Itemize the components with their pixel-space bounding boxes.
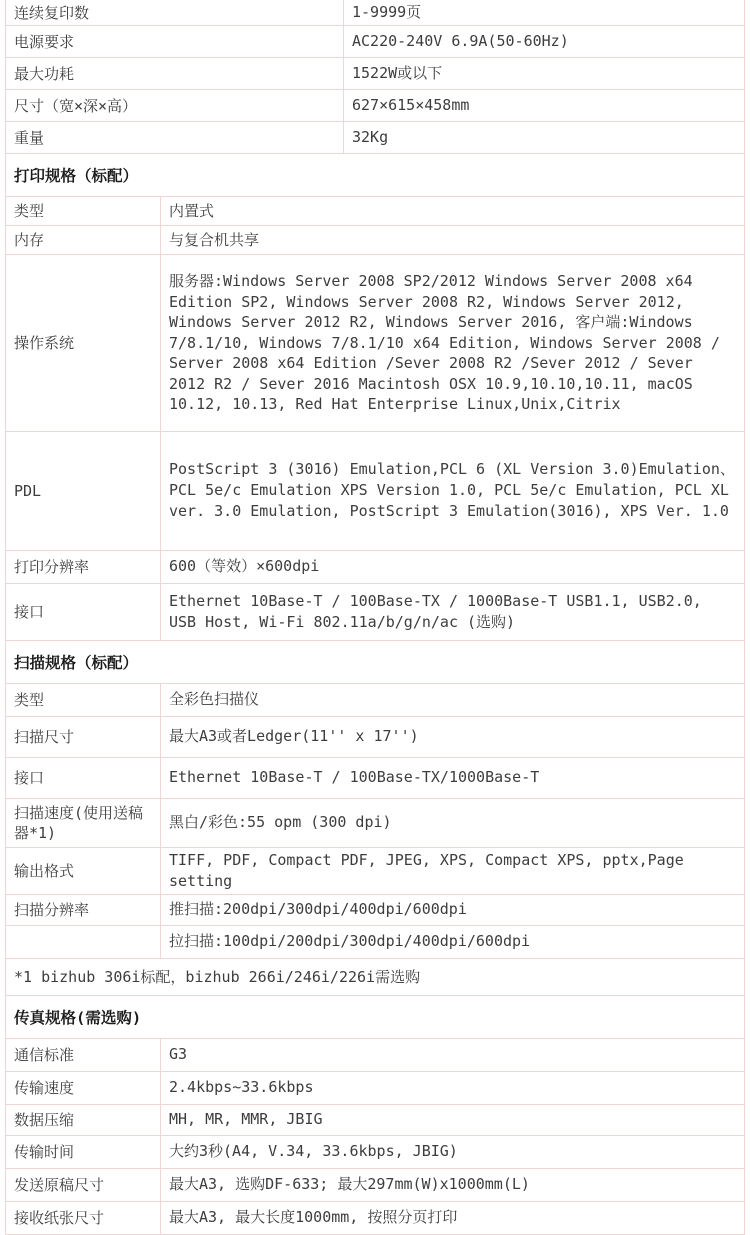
spec-label: 连续复印数 <box>6 0 344 25</box>
spec-value: PostScript 3 (3016) Emulation,PCL 6 (XL Version 3.0)Emulation、 PCL 5e/c Emulation XPS Version 1.0, PCL 5e/c Emulation, PCL XL ver. 3.0 Emulation, PostScript 3 Emulation(3016), XPS Ver. 1.0 <box>169 460 735 520</box>
spec-value: AC220-240V 6.9A(50-60Hz) <box>352 32 569 50</box>
spec-row <box>6 848 744 895</box>
spec-row <box>6 684 744 717</box>
spec-label: 扫描分辨率 <box>6 895 161 925</box>
spec-row <box>6 90 744 122</box>
spec-row <box>6 1039 744 1072</box>
spec-label: 打印分辨率 <box>6 551 161 583</box>
spec-label: 最大功耗 <box>6 58 344 89</box>
spec-value: 黑白/彩色:55 opm (300 dpi) <box>169 813 392 831</box>
spec-row <box>6 255 744 432</box>
spec-table <box>5 0 745 1235</box>
spec-value: Ethernet 10Base-T / 100Base-TX/1000Base-T <box>169 768 540 786</box>
spec-value: 最大A3或者Ledger(11'' x 17'') <box>169 727 419 745</box>
spec-row <box>6 758 744 799</box>
spec-label: 接口 <box>6 584 161 640</box>
spec-value: 拉扫描:100dpi/200dpi/300dpi/400dpi/600dpi <box>169 932 531 950</box>
spec-row <box>6 432 744 551</box>
spec-label: 类型 <box>6 684 161 716</box>
spec-row <box>6 58 744 90</box>
spec-row <box>6 895 744 926</box>
spec-value: 最大A3, 最大长度1000mm, 按照分页打印 <box>169 1208 458 1226</box>
section-general <box>6 0 744 154</box>
spec-row <box>6 551 744 584</box>
section-header-fax: 传真规格(需选购) <box>6 996 744 1039</box>
spec-row <box>6 1072 744 1105</box>
section-print <box>6 197 744 641</box>
spec-label: 重量 <box>6 122 344 153</box>
spec-value: 全彩色扫描仪 <box>169 690 260 708</box>
section-header-print: 打印规格（标配） <box>6 154 744 197</box>
spec-value: TIFF, PDF, Compact PDF, JPEG, XPS, Compact XPS, pptx,Page setting <box>169 850 684 890</box>
spec-row <box>6 197 744 226</box>
spec-label: 接收纸张尺寸 <box>6 1202 161 1234</box>
footnote: *1 bizhub 306i标配，bizhub 266i/246i/226i需选购 <box>6 959 744 996</box>
spec-row <box>6 26 744 58</box>
spec-row <box>6 1169 744 1202</box>
spec-label: 数据压缩 <box>6 1105 161 1135</box>
spec-value: 600（等效）×600dpi <box>169 557 320 575</box>
spec-label: 类型 <box>6 197 161 225</box>
spec-label <box>6 926 161 958</box>
spec-value: 大约3秒(A4, V.34, 33.6kbps, JBIG) <box>169 1142 458 1160</box>
spec-value: 与复合机共享 <box>169 230 260 249</box>
spec-value: 服务器:Windows Server 2008 SP2/2012 Windows Server 2008 x64 Edition SP2, Windows Server 2008 R2, Windows Server 2012, Windows Server 2012 R2, Windows Server 2016, 客户端:Windows 7/8.1/10, Windows 7/8.1/10 x64 Edition, Windows Server 2008 / Server 2008 x64 Edition /Sever 2008 R2 /Sever 2012 / Sever 2012 R2 / Sever 2016 Macintosh OSX 10.9,10.10,10.11, macOS 10.12, 10.13, Red Hat Enterprise Linux,Unix,Citrix <box>169 272 720 413</box>
spec-row <box>6 926 744 959</box>
spec-row <box>6 717 744 758</box>
spec-label: 内存 <box>6 226 161 254</box>
spec-value: 627×615×458mm <box>352 96 470 114</box>
spec-value: 1-9999页 <box>352 3 422 21</box>
spec-value: 32Kg <box>352 128 389 146</box>
section-header-scan: 扫描规格（标配） <box>6 641 744 684</box>
spec-value: MH, MR, MMR, JBIG <box>169 1110 323 1128</box>
spec-row <box>6 584 744 641</box>
spec-value: Ethernet 10Base-T / 100Base-TX / 1000Base-T USB1.1, USB2.0, USB Host, Wi-Fi 802.11a/b/g/n/ac (选购) <box>169 591 702 631</box>
spec-label: 传输速度 <box>6 1072 161 1104</box>
section-scan <box>6 684 744 959</box>
spec-value: 推扫描:200dpi/300dpi/400dpi/600dpi <box>169 900 467 918</box>
spec-label: 电源要求 <box>6 26 344 57</box>
spec-label: 发送原稿尺寸 <box>6 1169 161 1201</box>
spec-label: 输出格式 <box>6 848 161 894</box>
spec-label: 操作系统 <box>6 255 161 431</box>
spec-row <box>6 122 744 154</box>
spec-value: 2.4kbps~33.6kbps <box>169 1078 314 1096</box>
spec-row <box>6 1136 744 1169</box>
spec-label: 扫描速度(使用送稿器*1) <box>6 799 161 847</box>
spec-label: 尺寸（宽×深×高） <box>6 90 344 121</box>
spec-value: 最大A3, 选购DF-633; 最大297mm(W)x1000mm(L) <box>169 1175 530 1193</box>
spec-label: 接口 <box>6 758 161 798</box>
spec-row <box>6 799 744 848</box>
spec-row <box>6 226 744 255</box>
spec-row <box>6 1202 744 1235</box>
spec-value: G3 <box>169 1045 188 1063</box>
section-fax <box>6 1039 744 1235</box>
spec-label: 通信标准 <box>6 1039 161 1071</box>
spec-label: 扫描尺寸 <box>6 717 161 757</box>
spec-label: 传输时间 <box>6 1136 161 1168</box>
spec-row <box>6 0 744 26</box>
spec-value: 1522W或以下 <box>352 64 443 82</box>
spec-label: PDL <box>6 432 161 550</box>
spec-row <box>6 1105 744 1136</box>
spec-value: 内置式 <box>169 201 215 220</box>
